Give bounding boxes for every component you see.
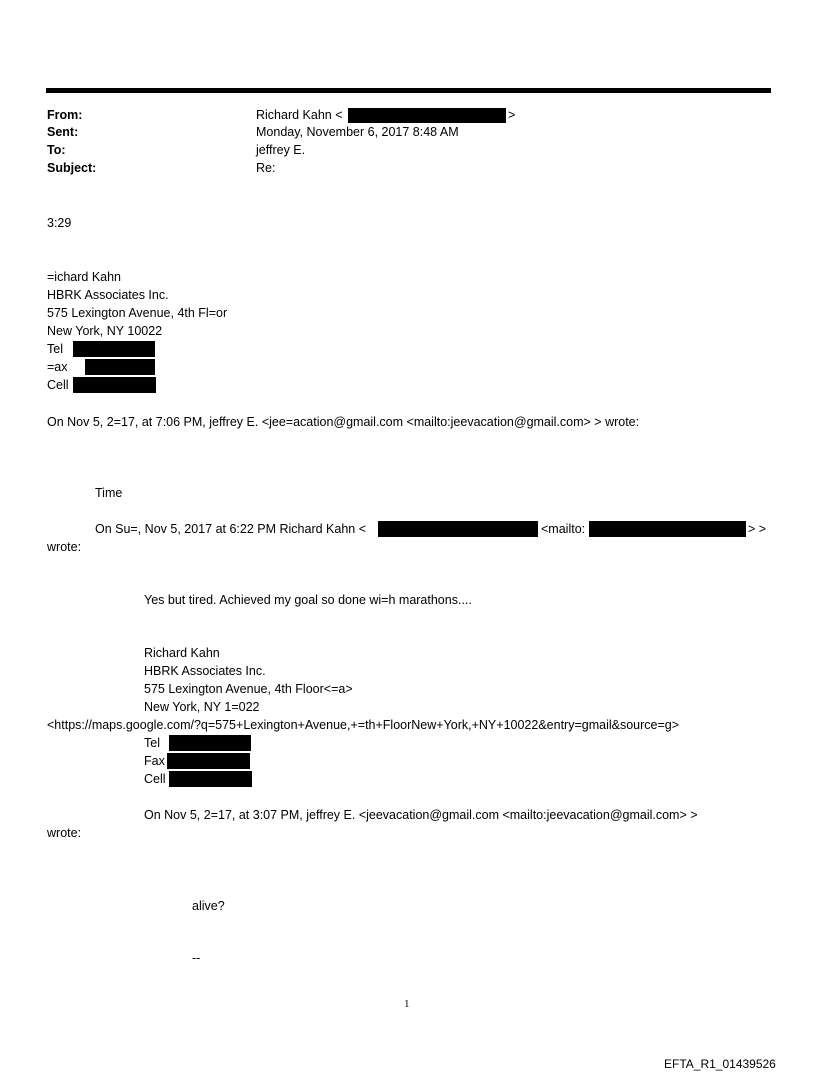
quote2-end: > > <box>748 522 767 536</box>
header-rule <box>46 88 771 93</box>
sig2-name: Richard Kahn <box>144 646 220 660</box>
to-label: To: <box>47 143 66 157</box>
redaction-block <box>169 771 252 787</box>
redaction-block <box>378 521 538 537</box>
footer-id: EFTA_R1_01439526 <box>664 1057 776 1071</box>
sig2-company: HBRK Associates Inc. <box>144 664 266 678</box>
sent-label: Sent: <box>47 125 79 139</box>
quote2-wrote: wrote: <box>47 540 82 554</box>
redaction-block <box>85 359 155 375</box>
redaction-block <box>589 521 746 537</box>
from-close: > <box>508 108 516 122</box>
redaction-block <box>167 753 250 769</box>
quote1-text: Time <box>95 486 123 500</box>
quote2-mailto: <mailto: <box>541 522 586 536</box>
sent-value: Monday, November 6, 2017 8:48 AM <box>256 125 459 139</box>
quote3-text: alive? <box>192 899 225 913</box>
quote1-intro: On Nov 5, 2=17, at 7:06 PM, jeffrey E. <jee=acation@gmail.com <mailto:jeevacation@gmail.com> > wrote: <box>47 415 640 429</box>
redaction-block <box>169 735 251 751</box>
sig1-address2: New York, NY 10022 <box>47 324 163 338</box>
subject-label: Subject: <box>47 161 97 175</box>
sig2-fax-label: Fax <box>144 754 165 768</box>
sig1-tel-label: Tel <box>47 342 63 356</box>
quote2-text: Yes but tired. Achieved my goal so done wi=h marathons.... <box>144 593 472 607</box>
from-label: From: <box>47 108 83 122</box>
sig2-address1: 575 Lexington Avenue, 4th Floor<=a> <box>144 682 353 696</box>
sig1-name: =ichard Kahn <box>47 270 122 284</box>
redaction-block <box>73 377 156 393</box>
sig1-address1: 575 Lexington Avenue, 4th Fl=or <box>47 306 228 320</box>
sig1-fax-label: =ax <box>47 360 68 374</box>
subject-value: Re: <box>256 161 276 175</box>
to-value: jeffrey E. <box>256 143 306 157</box>
quote3-separator: -- <box>192 951 201 965</box>
quote3-wrote: wrote: <box>47 826 82 840</box>
redaction-block <box>73 341 155 357</box>
quote3-intro: On Nov 5, 2=17, at 3:07 PM, jeffrey E. <jeevacation@gmail.com <mailto:jeevacation@gmail.com> > <box>144 808 698 822</box>
sig2-map-link[interactable]: <https://maps.google.com/?q=575+Lexington+Avenue,+=th+FloorNew+York,+NY+10022&entry=gmail&source=g> <box>47 718 680 732</box>
sig2-tel-label: Tel <box>144 736 160 750</box>
sig1-company: HBRK Associates Inc. <box>47 288 169 302</box>
sig2-address2: New York, NY 1=022 <box>144 700 260 714</box>
sig1-cell-label: Cell <box>47 378 69 392</box>
page-number: 1 <box>404 998 410 1010</box>
from-value: Richard Kahn < <box>256 108 343 122</box>
sig2-cell-label: Cell <box>144 772 166 786</box>
time-line: 3:29 <box>47 216 72 230</box>
redaction-block <box>348 108 506 123</box>
quote2-intro: On Su=, Nov 5, 2017 at 6:22 PM Richard Kahn < <box>95 522 366 536</box>
